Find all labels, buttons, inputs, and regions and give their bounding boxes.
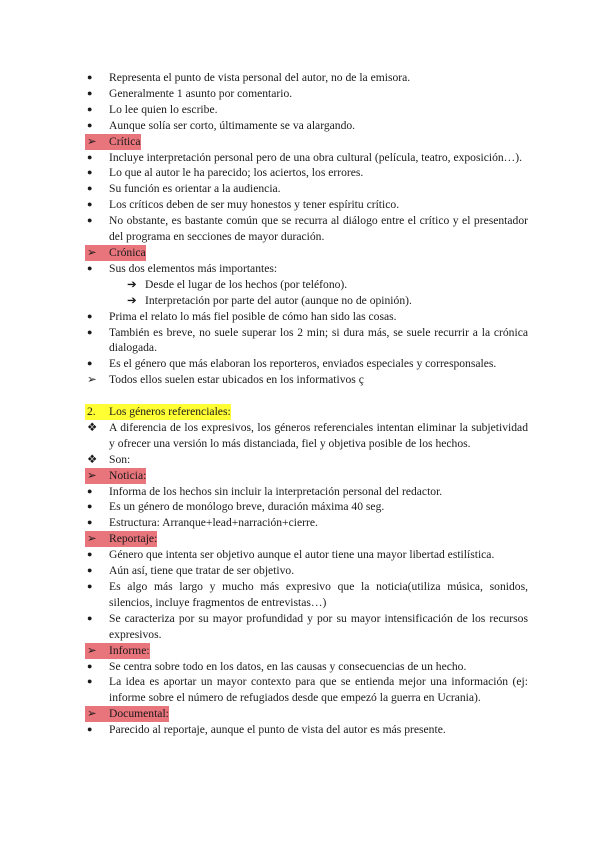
bullet-marker: ● bbox=[87, 358, 93, 369]
bullet-item bbox=[85, 261, 528, 277]
bullet-text: Aunque solía ser corto, últimamente se va alargando. bbox=[109, 118, 356, 132]
section-heading bbox=[85, 245, 528, 261]
bullet-item bbox=[85, 197, 528, 213]
bullet-marker: ● bbox=[87, 87, 93, 98]
bullet-marker: ● bbox=[87, 262, 93, 273]
bullet-text: Sus dos elementos más importantes: bbox=[109, 261, 278, 275]
bullet-text: Lo que al autor le ha parecido; los aciertos, los errores. bbox=[109, 166, 364, 180]
arrowhead-icon: ➢ bbox=[87, 643, 97, 657]
arrow-right-icon: ➔ bbox=[127, 277, 137, 291]
heading-highlight bbox=[85, 404, 231, 420]
numbered-heading-text: Los géneros referenciales: bbox=[109, 405, 231, 419]
bullet-marker: ● bbox=[87, 580, 93, 591]
bullet-marker: ● bbox=[87, 565, 93, 576]
bullet-marker: ● bbox=[87, 310, 93, 321]
bullet-marker: ● bbox=[87, 103, 93, 114]
bullet-item bbox=[85, 547, 528, 563]
diamond-item-text: A diferencia de los expresivos, los géneros referenciales intentan eliminar la subjetividad y ofrecer una versión lo más distanciada, fiel y objetiva posible de los hechos. bbox=[109, 420, 528, 450]
arrowhead-icon: ➢ bbox=[87, 245, 97, 259]
section-heading-text: Reportaje: bbox=[109, 532, 158, 546]
bullet-item bbox=[85, 515, 528, 531]
bullet-item bbox=[85, 674, 528, 706]
bullet-text: Generalmente 1 asunto por comentario. bbox=[109, 86, 293, 100]
bullet-text: Prima el relato lo más fiel posible de cómo han sido las cosas. bbox=[109, 309, 397, 323]
document-body bbox=[85, 70, 528, 738]
bullet-item bbox=[85, 150, 528, 166]
diamond-bullet-icon: ❖ bbox=[87, 452, 98, 466]
heading-highlight bbox=[85, 468, 146, 484]
sub-item-text: Interpretación por parte del autor (aunque no de opinión). bbox=[145, 293, 412, 307]
diamond-item bbox=[85, 452, 528, 468]
bullet-marker: ● bbox=[87, 724, 93, 735]
bullet-item bbox=[85, 309, 528, 325]
bullet-item bbox=[85, 722, 528, 738]
bullet-item bbox=[85, 563, 528, 579]
bullet-text: Es un género de monólogo breve, duración máxima 40 seg. bbox=[109, 500, 385, 514]
bullet-text: Representa el punto de vista personal del autor, no de la emisora. bbox=[109, 71, 411, 84]
bullet-marker: ● bbox=[87, 183, 93, 194]
bullet-text: Estructura: Arranque+lead+narración+cierre. bbox=[109, 516, 318, 530]
bullet-item bbox=[85, 181, 528, 197]
bullet-marker: ● bbox=[87, 119, 93, 130]
bullet-marker: ● bbox=[87, 676, 93, 687]
arrow-item bbox=[85, 372, 528, 388]
bullet-item bbox=[85, 213, 528, 245]
heading-highlight bbox=[85, 134, 141, 150]
section-heading bbox=[85, 531, 528, 547]
sub-item bbox=[85, 293, 528, 309]
bullet-text: Género que intenta ser objetivo aunque el autor tiene una mayor libertad estilística. bbox=[109, 548, 495, 562]
bullet-marker: ● bbox=[87, 72, 93, 82]
bullet-item bbox=[85, 611, 528, 643]
bullet-item bbox=[85, 102, 528, 118]
section-heading-text: Crítica bbox=[109, 134, 141, 148]
bullet-item bbox=[85, 579, 528, 611]
bullet-text: Su función es orientar a la audiencia. bbox=[109, 182, 281, 196]
arrow-right-icon: ➔ bbox=[127, 293, 137, 307]
arrowhead-icon: ➢ bbox=[87, 134, 97, 148]
arrowhead-icon: ➢ bbox=[87, 532, 97, 546]
bullet-text: Parecido al reportaje, aunque el punto de vista del autor es más presente. bbox=[109, 723, 446, 737]
bullet-marker: ● bbox=[87, 326, 93, 337]
bullet-item bbox=[85, 118, 528, 134]
sub-item-text: Desde el lugar de los hechos (por teléfono). bbox=[145, 277, 348, 291]
heading-highlight bbox=[85, 531, 157, 547]
bullet-text: Es algo más largo y mucho más expresivo que la noticia(utiliza música, sonidos, silencios, incluye fragmentos de entrevistas…) bbox=[109, 579, 528, 609]
bullet-text: Informa de los hechos sin incluir la interpretación personal del redactor. bbox=[109, 484, 443, 498]
numbered-heading bbox=[85, 404, 528, 420]
diamond-item-text: Son: bbox=[109, 452, 131, 466]
bullet-text: También es breve, no suele superar los 2 min; si dura más, se suele recurrir a la crónica dialogada. bbox=[109, 325, 528, 355]
bullet-marker: ● bbox=[87, 215, 93, 226]
bullet-item bbox=[85, 356, 528, 372]
section-heading-text: Crónica bbox=[109, 245, 146, 259]
bullet-text: Incluye interpretación personal pero de una obra cultural (película, teatro, exposición…). bbox=[109, 150, 523, 164]
bullet-marker: ● bbox=[87, 612, 93, 623]
bullet-marker: ● bbox=[87, 151, 93, 162]
section-heading-text: Noticia: bbox=[109, 468, 147, 482]
bullet-marker: ● bbox=[87, 549, 93, 560]
bullet-marker: ● bbox=[87, 199, 93, 210]
section-number: 2. bbox=[87, 405, 96, 419]
section-heading bbox=[85, 468, 528, 484]
arrow-item-text: Todos ellos suelen estar ubicados en los informativos ç bbox=[109, 373, 364, 387]
bullet-marker: ● bbox=[87, 167, 93, 178]
bullet-item bbox=[85, 325, 528, 357]
bullet-text: Se centra sobre todo en los datos, en las causas y consecuencias de un hecho. bbox=[109, 659, 467, 673]
bullet-item bbox=[85, 70, 528, 86]
bullet-item bbox=[85, 499, 528, 515]
bullet-text: La idea es aportar un mayor contexto para que se entienda mejor una información (ej: informe sobre el número de refugiados desde que empezó la guerra en Ucrania). bbox=[109, 675, 528, 705]
diamond-bullet-icon: ❖ bbox=[87, 420, 98, 434]
heading-highlight bbox=[85, 643, 150, 659]
arrowhead-icon: ➢ bbox=[87, 373, 97, 387]
bullet-item bbox=[85, 165, 528, 181]
bullet-text: No obstante, es bastante común que se recurra al diálogo entre el crítico y el presentador del programa en secciones de mayor duración. bbox=[109, 214, 528, 244]
bullet-item bbox=[85, 484, 528, 500]
arrowhead-icon: ➢ bbox=[87, 468, 97, 482]
bullet-text: Aún así, tiene que tratar de ser objetivo. bbox=[109, 564, 295, 578]
bullet-text: Lo lee quien lo escribe. bbox=[109, 102, 218, 116]
heading-highlight bbox=[85, 245, 146, 261]
bullet-marker: ● bbox=[87, 501, 93, 512]
heading-highlight bbox=[85, 706, 169, 722]
diamond-item bbox=[85, 420, 528, 452]
bullet-item bbox=[85, 659, 528, 675]
section-heading-text: Informe: bbox=[109, 643, 150, 657]
arrowhead-icon: ➢ bbox=[87, 707, 97, 721]
bullet-marker: ● bbox=[87, 485, 93, 496]
section-heading bbox=[85, 643, 528, 659]
section-heading-text: Documental: bbox=[109, 707, 169, 721]
bullet-item bbox=[85, 86, 528, 102]
sub-item bbox=[85, 277, 528, 293]
bullet-text: Es el género que más elaboran los reporteros, enviados especiales y corresponsales. bbox=[109, 357, 497, 371]
section-heading bbox=[85, 706, 528, 722]
bullet-text: Se caracteriza por su mayor profundidad y por su mayor intensificación de los recursos expresivos. bbox=[109, 611, 528, 641]
bullet-text: Los críticos deben de ser muy honestos y tener espíritu crítico. bbox=[109, 198, 400, 212]
bullet-marker: ● bbox=[87, 660, 93, 671]
bullet-marker: ● bbox=[87, 517, 93, 528]
section-heading bbox=[85, 134, 528, 150]
